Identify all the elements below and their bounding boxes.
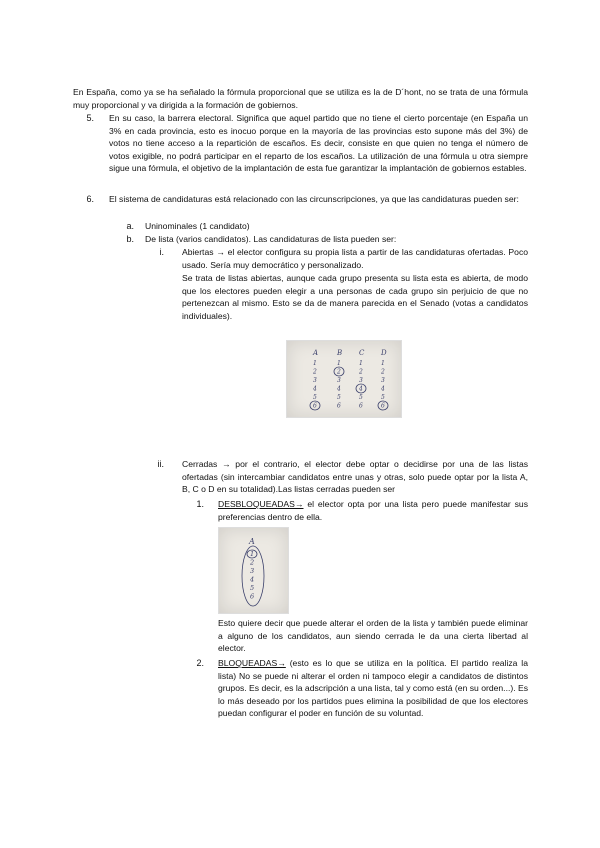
item-6-text: El sistema de candidaturas está relacionado con las circunscripciones, ya que las candidaturas pueden ser: bbox=[109, 194, 519, 204]
list-entry-A6: 6 bbox=[313, 402, 317, 410]
list-entry-A3: 3 bbox=[313, 377, 317, 384]
roman-ii-marker: ii. bbox=[157, 459, 164, 469]
num-2-lead: BLOQUEADAS→ bbox=[218, 658, 286, 668]
list-entry-1: 1 bbox=[250, 550, 255, 558]
sub-a-marker: a. bbox=[126, 221, 134, 231]
roman-i-marker: i. bbox=[159, 247, 164, 257]
list-entry-D2: 2 bbox=[381, 368, 385, 376]
list-entry-B6: 6 bbox=[337, 402, 341, 410]
list-entry-C6: 6 bbox=[359, 402, 363, 410]
list-entry-D6: 6 bbox=[381, 402, 385, 410]
item-5-text: En su caso, la barrera electoral. Significa que aquel partido que no tiene el cierto porcentaje (en España un 3% en cada provincia, esto es inocuo porque en la mayoría de las provincias esto supone más del 3%) de votos no tiene acceso a la repartición de escaños. Es decir, consiste en que quien no tenga el número de votos exigible, no podrá participar en el reparto de los escaños. La utilización de una fórmula u otra siempre sigue una fórmula, el objetivo de la implantación de esta fue garantizar la implantación de gobiernos estables. bbox=[109, 113, 528, 174]
num-1-marker: 1. bbox=[196, 499, 204, 509]
roman-ii-text bbox=[182, 458, 528, 496]
list-entry-4: 4 bbox=[250, 575, 255, 584]
list-entry-C2: 2 bbox=[359, 368, 363, 376]
handwritten-list-photo bbox=[218, 527, 289, 614]
list-entry-C3: 3 bbox=[359, 377, 363, 384]
list-entry-B4: 4 bbox=[337, 385, 341, 393]
list-entry-D4: 4 bbox=[381, 385, 385, 393]
sub-b-marker: b. bbox=[126, 234, 134, 244]
list-column-C: C bbox=[359, 349, 365, 357]
list-column-D: D bbox=[381, 349, 387, 357]
list-entry-B5: 5 bbox=[337, 394, 341, 401]
list-column-A: A bbox=[313, 349, 319, 357]
list-entry-A1: 1 bbox=[313, 360, 317, 367]
num-2-text bbox=[218, 657, 528, 720]
list-column-B: B bbox=[337, 349, 343, 357]
num-1-body: el elector opta por una lista pero puede manifestar sus preferencias dentro de ella. bbox=[218, 499, 528, 522]
roman-i-lead: Abiertas bbox=[182, 247, 214, 257]
list-entry-C4: 4 bbox=[359, 385, 363, 393]
list-entry-2: 2 bbox=[250, 558, 255, 567]
list-entry-A5: 5 bbox=[313, 394, 317, 401]
arrow-icon: → bbox=[222, 459, 231, 469]
list-entry-A4: 4 bbox=[313, 385, 317, 393]
intro-paragraph: En España, como ya se ha señalado la fórmula proporcional que se utiliza es la de D´hont, no se trata de una fórmula muy proporcional y va dirigida a la formación de gobiernos. bbox=[73, 87, 528, 110]
num-1-lead: DESBLOQUEADAS→ bbox=[218, 499, 304, 509]
num-2-body: (esto es lo que se utiliza en la política. El partido realiza la lista) No se puede ni alterar el orden ni tampoco elegir a candidatos de distintos grupos. Es decir, es la adscripción a una lista, tal y como está (en su orden...). Es lo más deseado por los partidos pues elimina la posibilidad de que los electores puedan configurar el poder en función de su voluntad. bbox=[218, 658, 529, 719]
list-entry-D3: 3 bbox=[381, 377, 385, 384]
handwritten-lists-drawing bbox=[287, 341, 401, 417]
arrow-icon: → bbox=[216, 247, 225, 257]
list-entry-C1: 1 bbox=[359, 360, 363, 367]
list-column-A: A bbox=[249, 537, 255, 546]
handwritten-lists-photo bbox=[286, 340, 402, 418]
sub-a-text: Uninominales (1 candidato) bbox=[145, 221, 250, 231]
roman-i-body: el elector configura su propia lista a partir de las candidaturas ofertadas. Poco usado. Sería muy democrático y personalizado. bbox=[182, 247, 529, 270]
list-entry-B1: 1 bbox=[337, 360, 341, 367]
list-entry-3: 3 bbox=[250, 567, 255, 575]
num-1-text bbox=[218, 498, 528, 523]
roman-ii-body: por el contrario, el elector debe optar o decidirse por una de las listas ofertadas (sin intercambiar candidatos entre unas y otras, solo puede optar por la lista A, B, C o D en su totalidad).Las listas cerradas pueden ser bbox=[182, 459, 529, 495]
item-5-marker: 5. bbox=[86, 113, 94, 123]
num-2-marker: 2. bbox=[196, 658, 204, 668]
roman-ii-lead: Cerradas bbox=[182, 459, 218, 469]
roman-i-text bbox=[182, 246, 528, 271]
roman-i-text-2: Se trata de listas abiertas, aunque cada grupo presenta su lista esta es abierta, de modo que los electores pueden elegir a una personas de cada grupo sin perjuicio de que no pertenezcan al mismo. Esto se da de manera parecida en el Senado (votas a candidatos individuales). bbox=[182, 273, 528, 321]
list-entry-B2: 2 bbox=[337, 368, 341, 376]
list-entry-D5: 5 bbox=[381, 394, 385, 401]
sub-b-text: De lista (varios candidatos). Las candidaturas de lista pueden ser: bbox=[145, 234, 397, 244]
list-entry-D1: 1 bbox=[381, 360, 385, 367]
list-entry-B3: 3 bbox=[337, 377, 341, 384]
list-entry-C5: 5 bbox=[359, 394, 363, 401]
item-6-marker: 6. bbox=[86, 194, 94, 204]
handwritten-list-drawing bbox=[219, 528, 288, 613]
num-1-text-2: Esto quiere decir que puede alterar el orden de la lista y también puede eliminar a alguno de los candidatos, aun siendo cerrada le da una cierta libertad al elector. bbox=[218, 618, 528, 654]
list-entry-5: 5 bbox=[250, 584, 255, 592]
list-entry-A2: 2 bbox=[313, 368, 317, 376]
list-entry-6: 6 bbox=[250, 592, 255, 601]
